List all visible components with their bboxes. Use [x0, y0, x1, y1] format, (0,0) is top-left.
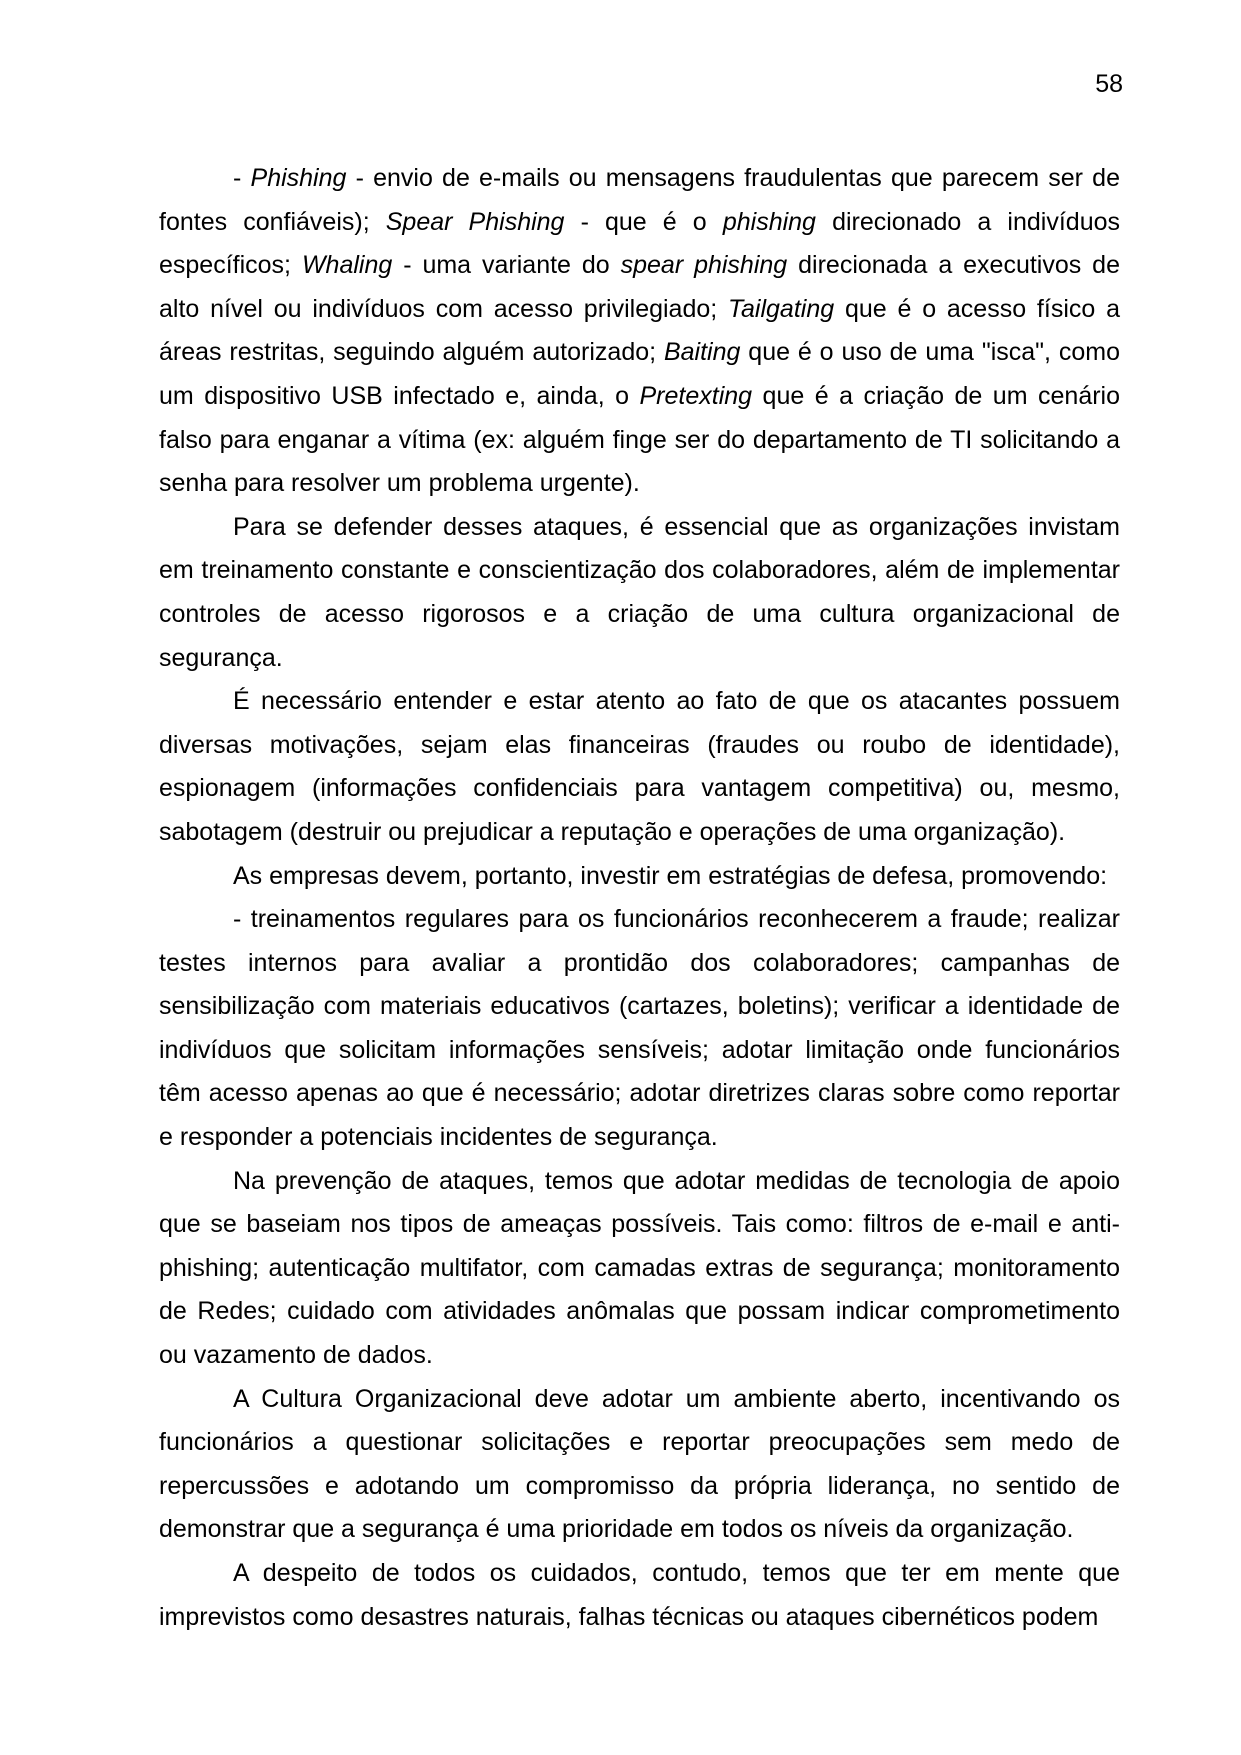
- text-run: direcionada a executivos de alto nível ou indivíduos com acesso privilegiado;: [159, 251, 1120, 323]
- text-run: A Cultura Organizacional deve adotar um ambiente aberto, incentivando os funcionários a questionar solicitações e reportar preocupações sem medo de repercussões e adotando um compromisso da própria liderança, no sentido de demonstrar que a segurança é uma prioridade em todos os níveis da organização.: [159, 1384, 1120, 1544]
- text-run: - envio de e-mails ou mensagens fraudulentas que parecem ser de fontes confiáveis);: [159, 164, 1120, 236]
- text-run: que é o acesso físico a áreas restritas, seguindo alguém autorizado;: [159, 294, 1120, 367]
- document-body: [159, 157, 1120, 1639]
- paragraph: [159, 1378, 1120, 1552]
- text-run-italic: Pretexting: [639, 381, 753, 410]
- text-run-italic: phishing: [722, 207, 816, 236]
- text-run: - que é o: [564, 207, 723, 236]
- text-run: -: [233, 164, 251, 192]
- text-run: Na prevenção de ataques, temos que adotar medidas de tecnologia de apoio que se baseiam nos tipos de ameaças possíveis. Tais como: filtros de e-mail e anti-phishing; autenticação multifator, com camadas extras de segurança; monitoramento de Redes; cuidado com atividades anômalas que possam indicar comprometimento ou vazamento de dados.: [159, 1166, 1120, 1370]
- text-run: As empresas devem, portanto, investir em estratégias de defesa, promovendo:: [233, 861, 1108, 890]
- text-run-italic: Baiting: [663, 338, 741, 367]
- paragraph: [159, 157, 1120, 506]
- text-run: que é a criação de um cenário falso para enganar a vítima (ex: alguém finge ser do departamento de TI solicitando a senha para resolver um problema urgente).: [159, 381, 1121, 498]
- paragraph: [159, 680, 1120, 854]
- paragraph: [159, 1160, 1120, 1378]
- text-run-italic: Phishing: [250, 164, 347, 192]
- text-run: É necessário entender e estar atento ao fato de que os atacantes possuem diversas motivações, sejam elas financeiras (fraudes ou roubo de identidade), espionagem (informações confidenciais para vantagem competitiva) ou, mesmo, sabotagem (destruir ou prejudicar a reputação e operações de uma organização).: [159, 687, 1120, 846]
- text-run-italic: Spear Phishing: [385, 207, 565, 236]
- text-run-italic: spear phishing: [620, 251, 788, 280]
- page-number: 58: [1095, 70, 1123, 98]
- text-run: que é o uso de uma "isca", como um dispositivo USB infectado e, ainda, o: [159, 338, 1120, 410]
- text-run: A despeito de todos os cuidados, contudo, temos que ter em mente que imprevistos como desastres naturais, falhas técnicas ou ataques cibernéticos podem: [159, 1559, 1120, 1631]
- paragraph: [159, 898, 1120, 1160]
- text-run: - treinamentos regulares para os funcionários reconhecerem a fraude; realizar testes internos para avaliar a prontidão dos colaboradores; campanhas de sensibilização com materiais educativos (cartazes, boletins); verificar a identidade de indivíduos que solicitam informações sensíveis; adotar limitação onde funcionários têm acesso apenas ao que é necessário; adotar diretrizes claras sobre como reportar e responder a potenciais incidentes de segurança.: [159, 905, 1120, 1152]
- text-run: direcionado a indivíduos específicos;: [159, 207, 1121, 280]
- paragraph: [159, 1552, 1120, 1639]
- text-run-italic: Whaling: [301, 251, 393, 280]
- text-run: - uma variante do: [392, 251, 621, 280]
- text-run: Para se defender desses ataques, é essencial que as organizações invistam em treinamento constante e conscientização dos colaboradores, além de implementar controles de acesso rigorosos e a criação de uma cultura organizacional de segurança.: [159, 512, 1120, 672]
- paragraph: [159, 855, 1120, 899]
- text-run-italic: Tailgating: [728, 294, 835, 323]
- paragraph: [159, 506, 1120, 680]
